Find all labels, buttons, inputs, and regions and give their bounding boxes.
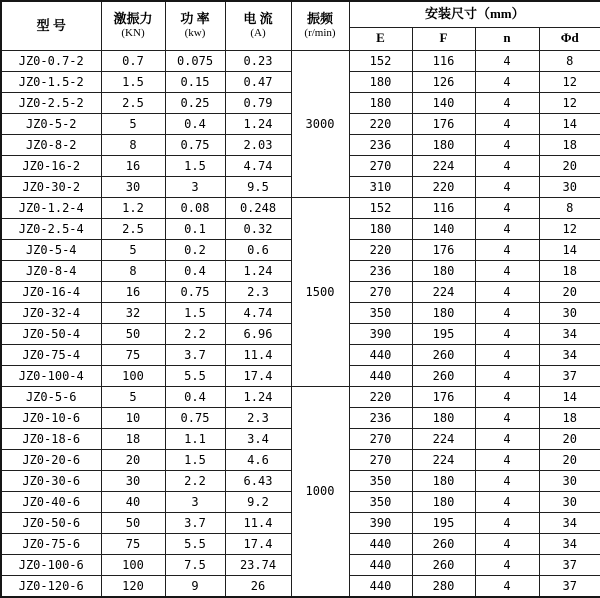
cell-frequency: 1000 <box>291 386 349 597</box>
cell-current: 2.03 <box>225 134 291 155</box>
cell-f: 116 <box>412 50 475 71</box>
cell-f: 260 <box>412 533 475 554</box>
cell-f: 180 <box>412 260 475 281</box>
cell-n: 4 <box>475 407 539 428</box>
cell-force: 16 <box>101 155 165 176</box>
cell-f: 180 <box>412 470 475 491</box>
cell-e: 180 <box>349 92 412 113</box>
cell-e: 440 <box>349 575 412 597</box>
cell-power: 3.7 <box>165 512 225 533</box>
cell-power: 2.2 <box>165 470 225 491</box>
cell-f: 280 <box>412 575 475 597</box>
col-header-force <box>101 1 165 50</box>
cell-e: 390 <box>349 323 412 344</box>
cell-force: 50 <box>101 512 165 533</box>
cell-e: 152 <box>349 50 412 71</box>
cell-power: 0.4 <box>165 113 225 134</box>
col-header-current-unit: (A) <box>250 27 266 39</box>
cell-force: 50 <box>101 323 165 344</box>
cell-model: JZ0-0.7-2 <box>1 50 101 71</box>
cell-n: 4 <box>475 386 539 407</box>
cell-power: 1.5 <box>165 449 225 470</box>
cell-current: 23.74 <box>225 554 291 575</box>
cell-force: 75 <box>101 533 165 554</box>
cell-e: 220 <box>349 113 412 134</box>
cell-n: 4 <box>475 449 539 470</box>
cell-model: JZ0-8-2 <box>1 134 101 155</box>
cell-model: JZ0-2.5-4 <box>1 218 101 239</box>
col-header-model <box>1 1 101 50</box>
cell-force: 30 <box>101 470 165 491</box>
cell-f: 224 <box>412 449 475 470</box>
cell-power: 1.5 <box>165 155 225 176</box>
cell-power: 3 <box>165 491 225 512</box>
cell-power: 0.08 <box>165 197 225 218</box>
cell-phi-d: 37 <box>539 365 600 386</box>
cell-model: JZ0-75-4 <box>1 344 101 365</box>
cell-e: 440 <box>349 554 412 575</box>
cell-n: 4 <box>475 197 539 218</box>
cell-current: 2.3 <box>225 281 291 302</box>
cell-phi-d: 30 <box>539 176 600 197</box>
cell-force: 5 <box>101 386 165 407</box>
cell-n: 4 <box>475 176 539 197</box>
cell-f: 176 <box>412 113 475 134</box>
cell-n: 4 <box>475 470 539 491</box>
cell-model: JZ0-5-2 <box>1 113 101 134</box>
cell-f: 180 <box>412 302 475 323</box>
col-header-mount-dimensions: 安装尺寸（mm） <box>349 1 600 27</box>
cell-force: 0.7 <box>101 50 165 71</box>
cell-n: 4 <box>475 134 539 155</box>
cell-e: 270 <box>349 155 412 176</box>
table-body <box>1 50 600 597</box>
col-header-f: F <box>412 27 475 50</box>
cell-model: JZ0-30-2 <box>1 176 101 197</box>
col-header-frequency-unit: (r/min) <box>304 27 336 39</box>
cell-model: JZ0-8-4 <box>1 260 101 281</box>
cell-n: 4 <box>475 260 539 281</box>
cell-n: 4 <box>475 218 539 239</box>
cell-n: 4 <box>475 50 539 71</box>
col-header-force-label: 激振力 <box>113 10 153 26</box>
cell-model: JZ0-40-6 <box>1 491 101 512</box>
cell-power: 1.5 <box>165 302 225 323</box>
table-row <box>1 386 600 407</box>
cell-power: 7.5 <box>165 554 225 575</box>
cell-current: 3.4 <box>225 428 291 449</box>
cell-n: 4 <box>475 71 539 92</box>
cell-force: 100 <box>101 365 165 386</box>
cell-model: JZ0-100-4 <box>1 365 101 386</box>
cell-power: 0.75 <box>165 281 225 302</box>
cell-power: 0.75 <box>165 407 225 428</box>
cell-model: JZ0-20-6 <box>1 449 101 470</box>
cell-power: 3 <box>165 176 225 197</box>
cell-e: 390 <box>349 512 412 533</box>
cell-e: 270 <box>349 449 412 470</box>
cell-power: 0.2 <box>165 239 225 260</box>
cell-current: 4.6 <box>225 449 291 470</box>
cell-model: JZ0-1.2-4 <box>1 197 101 218</box>
cell-e: 350 <box>349 491 412 512</box>
cell-e: 236 <box>349 260 412 281</box>
cell-phi-d: 37 <box>539 554 600 575</box>
cell-phi-d: 14 <box>539 386 600 407</box>
cell-n: 4 <box>475 155 539 176</box>
col-header-phi-d: Φd <box>539 27 600 50</box>
cell-phi-d: 30 <box>539 302 600 323</box>
cell-model: JZ0-100-6 <box>1 554 101 575</box>
col-header-frequency-label: 振频 <box>306 10 333 26</box>
col-header-n: n <box>475 27 539 50</box>
cell-power: 5.5 <box>165 533 225 554</box>
cell-force: 20 <box>101 449 165 470</box>
cell-phi-d: 37 <box>539 575 600 597</box>
cell-phi-d: 12 <box>539 92 600 113</box>
col-header-current <box>225 1 291 50</box>
cell-phi-d: 34 <box>539 344 600 365</box>
cell-n: 4 <box>475 302 539 323</box>
cell-f: 260 <box>412 554 475 575</box>
cell-phi-d: 8 <box>539 197 600 218</box>
col-header-power-label: 功 率 <box>180 10 210 26</box>
cell-current: 0.23 <box>225 50 291 71</box>
cell-force: 75 <box>101 344 165 365</box>
cell-current: 0.47 <box>225 71 291 92</box>
cell-current: 1.24 <box>225 113 291 134</box>
cell-f: 224 <box>412 281 475 302</box>
cell-e: 270 <box>349 428 412 449</box>
cell-force: 40 <box>101 491 165 512</box>
cell-current: 26 <box>225 575 291 597</box>
cell-model: JZ0-18-6 <box>1 428 101 449</box>
cell-power: 0.25 <box>165 92 225 113</box>
cell-n: 4 <box>475 113 539 134</box>
cell-f: 140 <box>412 92 475 113</box>
cell-current: 4.74 <box>225 155 291 176</box>
cell-force: 2.5 <box>101 218 165 239</box>
cell-force: 100 <box>101 554 165 575</box>
cell-current: 9.5 <box>225 176 291 197</box>
cell-power: 1.1 <box>165 428 225 449</box>
cell-phi-d: 20 <box>539 155 600 176</box>
cell-power: 0.4 <box>165 386 225 407</box>
cell-phi-d: 30 <box>539 470 600 491</box>
cell-current: 6.96 <box>225 323 291 344</box>
cell-frequency: 1500 <box>291 197 349 386</box>
col-header-frequency <box>291 1 349 50</box>
cell-e: 310 <box>349 176 412 197</box>
cell-phi-d: 14 <box>539 113 600 134</box>
col-header-force-unit: (KN) <box>121 27 145 39</box>
cell-model: JZ0-16-4 <box>1 281 101 302</box>
cell-current: 1.24 <box>225 386 291 407</box>
cell-f: 116 <box>412 197 475 218</box>
col-header-model-label: 型 号 <box>36 17 66 33</box>
cell-power: 0.75 <box>165 134 225 155</box>
cell-f: 180 <box>412 491 475 512</box>
cell-current: 6.43 <box>225 470 291 491</box>
cell-model: JZ0-10-6 <box>1 407 101 428</box>
cell-phi-d: 20 <box>539 428 600 449</box>
cell-f: 180 <box>412 407 475 428</box>
cell-n: 4 <box>475 428 539 449</box>
table-row <box>1 50 600 71</box>
cell-power: 0.15 <box>165 71 225 92</box>
cell-power: 2.2 <box>165 323 225 344</box>
cell-current: 0.6 <box>225 239 291 260</box>
cell-force: 18 <box>101 428 165 449</box>
cell-frequency: 3000 <box>291 50 349 197</box>
cell-force: 10 <box>101 407 165 428</box>
cell-power: 0.1 <box>165 218 225 239</box>
cell-current: 11.4 <box>225 512 291 533</box>
cell-force: 120 <box>101 575 165 597</box>
cell-f: 140 <box>412 218 475 239</box>
cell-current: 1.24 <box>225 260 291 281</box>
cell-phi-d: 18 <box>539 407 600 428</box>
cell-n: 4 <box>475 281 539 302</box>
cell-e: 220 <box>349 386 412 407</box>
cell-f: 176 <box>412 239 475 260</box>
cell-e: 440 <box>349 365 412 386</box>
cell-current: 4.74 <box>225 302 291 323</box>
cell-n: 4 <box>475 239 539 260</box>
cell-model: JZ0-75-6 <box>1 533 101 554</box>
cell-e: 180 <box>349 71 412 92</box>
cell-force: 5 <box>101 239 165 260</box>
cell-power: 5.5 <box>165 365 225 386</box>
cell-phi-d: 20 <box>539 281 600 302</box>
cell-n: 4 <box>475 365 539 386</box>
cell-current: 17.4 <box>225 365 291 386</box>
cell-model: JZ0-5-4 <box>1 239 101 260</box>
cell-current: 0.32 <box>225 218 291 239</box>
cell-force: 5 <box>101 113 165 134</box>
cell-n: 4 <box>475 491 539 512</box>
col-header-power-unit: (kw) <box>184 27 206 39</box>
cell-force: 8 <box>101 260 165 281</box>
cell-power: 3.7 <box>165 344 225 365</box>
cell-phi-d: 34 <box>539 533 600 554</box>
cell-current: 2.3 <box>225 407 291 428</box>
cell-force: 1.2 <box>101 197 165 218</box>
cell-f: 260 <box>412 344 475 365</box>
cell-f: 224 <box>412 428 475 449</box>
cell-e: 236 <box>349 407 412 428</box>
cell-current: 0.79 <box>225 92 291 113</box>
cell-force: 30 <box>101 176 165 197</box>
cell-model: JZ0-120-6 <box>1 575 101 597</box>
cell-n: 4 <box>475 344 539 365</box>
cell-f: 126 <box>412 71 475 92</box>
col-header-power <box>165 1 225 50</box>
cell-e: 180 <box>349 218 412 239</box>
cell-f: 195 <box>412 323 475 344</box>
cell-n: 4 <box>475 92 539 113</box>
cell-model: JZ0-16-2 <box>1 155 101 176</box>
cell-model: JZ0-50-4 <box>1 323 101 344</box>
cell-e: 270 <box>349 281 412 302</box>
cell-e: 440 <box>349 533 412 554</box>
cell-n: 4 <box>475 554 539 575</box>
cell-model: JZ0-1.5-2 <box>1 71 101 92</box>
cell-n: 4 <box>475 323 539 344</box>
cell-model: JZ0-32-4 <box>1 302 101 323</box>
cell-phi-d: 12 <box>539 71 600 92</box>
cell-f: 176 <box>412 386 475 407</box>
cell-phi-d: 8 <box>539 50 600 71</box>
cell-phi-d: 20 <box>539 449 600 470</box>
cell-phi-d: 34 <box>539 512 600 533</box>
cell-current: 17.4 <box>225 533 291 554</box>
cell-current: 0.248 <box>225 197 291 218</box>
cell-phi-d: 30 <box>539 491 600 512</box>
cell-n: 4 <box>475 533 539 554</box>
cell-n: 4 <box>475 512 539 533</box>
cell-model: JZ0-5-6 <box>1 386 101 407</box>
table-header <box>1 1 600 50</box>
col-header-e: E <box>349 27 412 50</box>
cell-force: 8 <box>101 134 165 155</box>
cell-phi-d: 18 <box>539 134 600 155</box>
cell-e: 152 <box>349 197 412 218</box>
cell-force: 16 <box>101 281 165 302</box>
cell-f: 180 <box>412 134 475 155</box>
cell-force: 2.5 <box>101 92 165 113</box>
cell-current: 9.2 <box>225 491 291 512</box>
cell-e: 440 <box>349 344 412 365</box>
cell-phi-d: 34 <box>539 323 600 344</box>
cell-power: 0.075 <box>165 50 225 71</box>
cell-model: JZ0-50-6 <box>1 512 101 533</box>
cell-phi-d: 18 <box>539 260 600 281</box>
cell-e: 220 <box>349 239 412 260</box>
cell-model: JZ0-2.5-2 <box>1 92 101 113</box>
cell-f: 224 <box>412 155 475 176</box>
cell-current: 11.4 <box>225 344 291 365</box>
cell-e: 350 <box>349 302 412 323</box>
cell-f: 195 <box>412 512 475 533</box>
cell-f: 260 <box>412 365 475 386</box>
table-row <box>1 197 600 218</box>
cell-model: JZ0-30-6 <box>1 470 101 491</box>
cell-e: 350 <box>349 470 412 491</box>
col-header-current-label: 电 流 <box>243 10 273 26</box>
cell-power: 0.4 <box>165 260 225 281</box>
cell-n: 4 <box>475 575 539 597</box>
cell-f: 220 <box>412 176 475 197</box>
cell-power: 9 <box>165 575 225 597</box>
cell-phi-d: 12 <box>539 218 600 239</box>
cell-force: 32 <box>101 302 165 323</box>
cell-e: 236 <box>349 134 412 155</box>
cell-force: 1.5 <box>101 71 165 92</box>
cell-phi-d: 14 <box>539 239 600 260</box>
